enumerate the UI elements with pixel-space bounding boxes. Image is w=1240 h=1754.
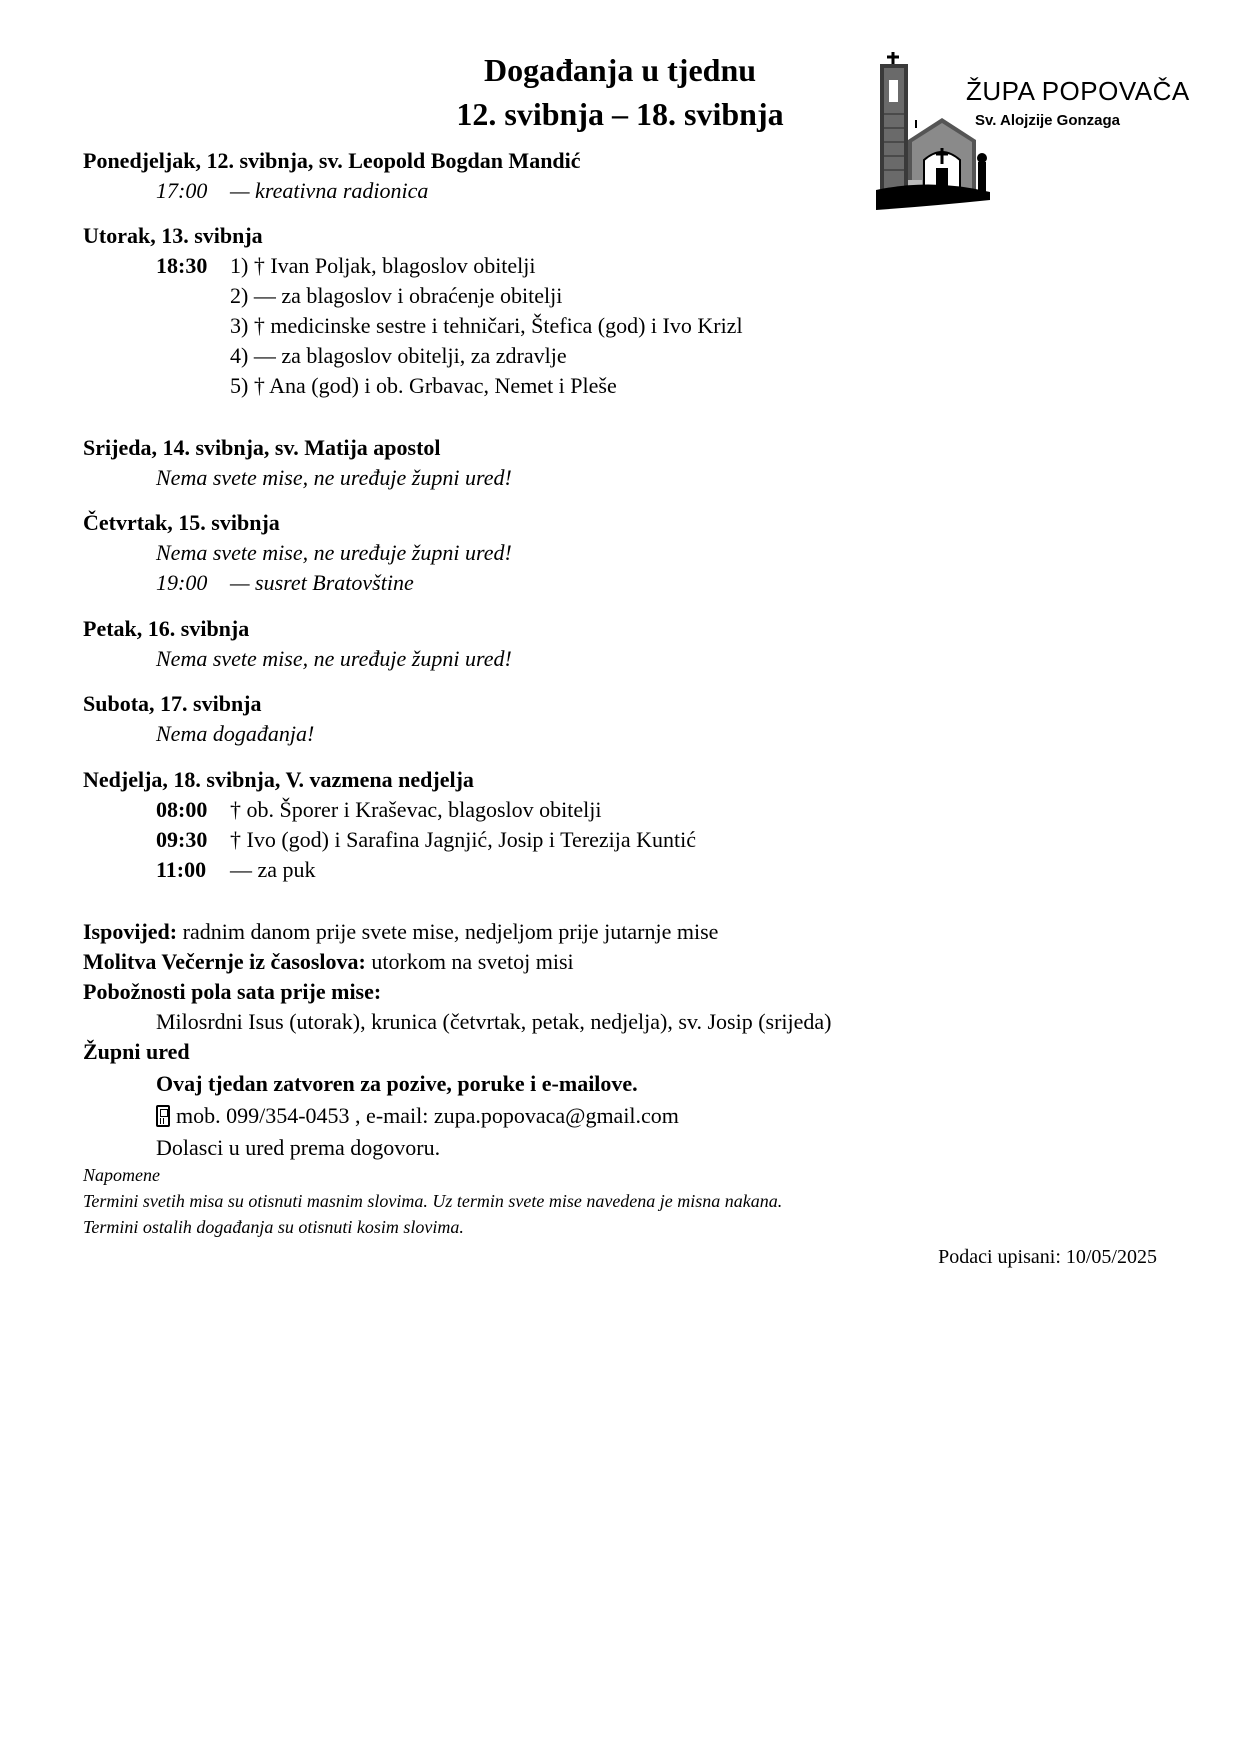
mass-time: 08:00 [156,797,208,822]
day-heading-thursday: Četvrtak, 15. svibnja [83,510,280,535]
day-note: Nema svete mise, ne uređuje župni ured! [156,540,512,565]
mass-intention: 4) — za blagoslov obitelji, za zdravlje [230,343,567,368]
mass-line [156,795,601,825]
mass-intention: 3) † medicinske sestre i tehničari, Štefica (god) i Ivo Krizl [230,313,743,338]
date-range: 12. svibnja – 18. svibnja [456,96,784,132]
event-line [156,176,428,206]
church-icon [872,50,992,210]
phone-icon [156,1105,170,1127]
devotions-text: Milosrdni Isus (utorak), krunica (četvrtak, petak, nedjelja), sv. Josip (srijeda) [156,1009,832,1034]
data-entered-date: Podaci upisani: 10/05/2025 [938,1246,1157,1268]
vespers-info [83,947,574,977]
confession-label: Ispovijed: [83,919,178,944]
mass-intention: — za puk [230,857,316,882]
contact-text: mob. 099/354-0453 , e-mail: zupa.popovaca@gmail.com [176,1103,679,1128]
event-time: 19:00 [156,570,208,595]
page-title: Događanja u tjednu [483,52,757,88]
confession-text: radnim danom prije svete mise, nedjeljom prije jutarnje mise [177,919,719,944]
logo-name: ŽUPA POPOVAČA [966,76,1190,106]
day-note: Nema događanja! [156,721,315,746]
event-time: 17:00 [156,178,208,203]
mass-line [156,855,316,885]
day-heading-monday: Ponedjeljak, 12. svibnja, sv. Leopold Bogdan Mandić [83,148,581,173]
notes-line: Termini svetih misa su otisnuti masnim slovima. Uz termin svete mise navedena je misna nakana. [83,1191,783,1211]
parish-logo [872,50,1190,210]
mass-intention: † Ivo (god) i Sarafina Jagnjić, Josip i Terezija Kuntić [230,827,697,852]
logo-subtitle: Sv. Alojzije Gonzaga [975,112,1121,129]
day-heading-sunday: Nedjelja, 18. svibnja, V. vazmena nedjelja [83,767,474,792]
contact-line [156,1101,679,1131]
mass-intention: † ob. Šporer i Kraševac, blagoslov obitelji [230,797,602,822]
event-text: — kreativna radionica [230,178,429,203]
event-text: — susret Bratovštine [230,570,414,595]
visits-info: Dolasci u ured prema dogovoru. [156,1135,441,1160]
mass-line [156,251,536,281]
mass-intention: 2) — za blagoslov i obraćenje obitelji [230,283,563,308]
day-heading-wednesday: Srijeda, 14. svibnja, sv. Matija apostol [83,435,441,460]
day-heading-saturday: Subota, 17. svibnja [83,691,262,716]
mass-line [156,825,696,855]
devotions-label: Pobožnosti pola sata prije mise: [83,979,382,1004]
day-heading-friday: Petak, 16. svibnja [83,616,250,641]
vespers-label: Molitva Večernje iz časoslova: [83,949,366,974]
notes-heading: Napomene [83,1165,160,1185]
day-heading-tuesday: Utorak, 13. svibnja [83,223,263,248]
confession-info [83,917,718,947]
mass-time: 18:30 [156,253,208,278]
office-label: Župni ured [83,1039,190,1064]
mass-intention: 5) † Ana (god) i ob. Grbavac, Nemet i Pleše [230,373,617,398]
event-line [156,568,414,598]
notes-line: Termini ostalih događanja su otisnuti kosim slovima. [83,1217,464,1237]
day-note: Nema svete mise, ne uređuje župni ured! [156,646,512,671]
office-closed-notice: Ovaj tjedan zatvoren za pozive, poruke i e-mailove. [156,1071,638,1096]
mass-time: 11:00 [156,857,207,882]
mass-time: 09:30 [156,827,208,852]
vespers-text: utorkom na svetoj misi [365,949,574,974]
day-note: Nema svete mise, ne uređuje župni ured! [156,465,512,490]
mass-intention: 1) † Ivan Poljak, blagoslov obitelji [230,253,536,278]
